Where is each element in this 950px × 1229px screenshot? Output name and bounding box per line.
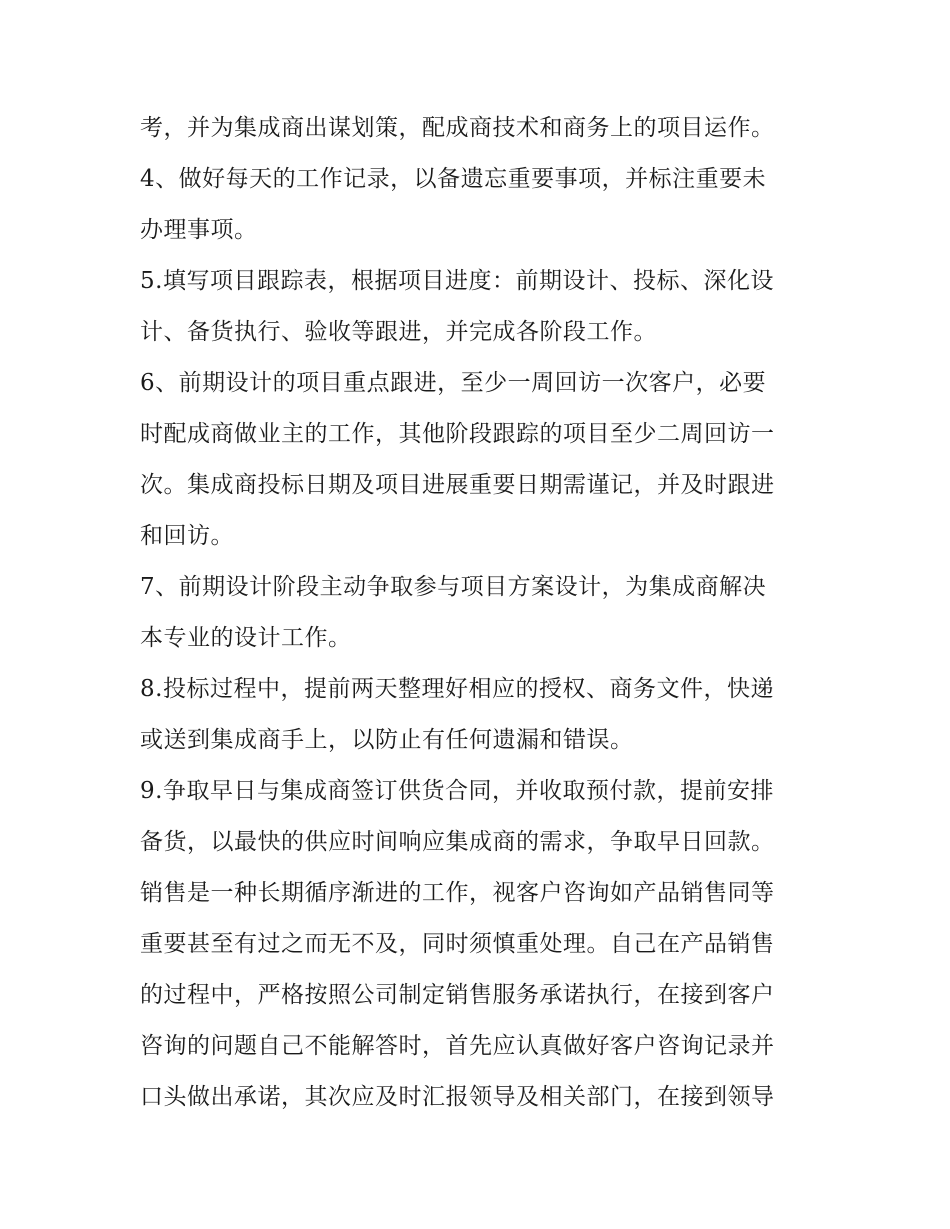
text-line: 的过程中，严格按照公司制定销售服务承诺执行，在接到客户	[140, 982, 775, 1008]
text-line: 备货，以最快的供应时间响应集成商的需求，争取早日回款。	[140, 829, 775, 855]
text-line: 7、前期设计阶段主动争取参与项目方案设计，为集成商解决	[140, 574, 767, 600]
text-line: 和回访。	[140, 523, 234, 549]
text-line: 4、做好每天的工作记录，以备遗忘重要事项，并标注重要未	[140, 166, 767, 192]
text-line: 计、备货执行、验收等跟进，并完成各阶段工作。	[140, 319, 657, 345]
text-line: 咨询的问题自己不能解答时，首先应认真做好客户咨询记录并	[140, 1033, 775, 1059]
text-line: 6、前期设计的项目重点跟进，至少一周回访一次客户，必要	[140, 370, 767, 396]
text-line: 口头做出承诺，其次应及时汇报领导及相关部门，在接到领导	[140, 1084, 775, 1110]
text-line: 次。集成商投标日期及项目进展重要日期需谨记，并及时跟进	[140, 472, 775, 498]
text-line: 时配成商做业主的工作，其他阶段跟踪的项目至少二周回访一	[140, 421, 775, 447]
text-line: 或送到集成商手上，以防止有任何遗漏和错误。	[140, 727, 634, 753]
text-line: 销售是一种长期循序渐进的工作，视客户咨询如产品销售同等	[140, 880, 775, 906]
text-line: 重要甚至有过之而无不及，同时须慎重处理。自己在产品销售	[140, 931, 775, 957]
text-line: 9.争取早日与集成商签订供货合同，并收取预付款，提前安排	[140, 778, 774, 804]
text-line: 5.填写项目跟踪表，根据项目进度：前期设计、投标、深化设	[140, 268, 774, 294]
text-line: 办理事项。	[140, 217, 258, 243]
text-line: 考，并为集成商出谋划策，配成商技术和商务上的项目运作。	[140, 115, 775, 141]
text-line: 8.投标过程中，提前两天整理好相应的授权、商务文件，快递	[140, 676, 774, 702]
document-body	[140, 103, 820, 1123]
text-line: 本专业的设计工作。	[140, 625, 352, 651]
